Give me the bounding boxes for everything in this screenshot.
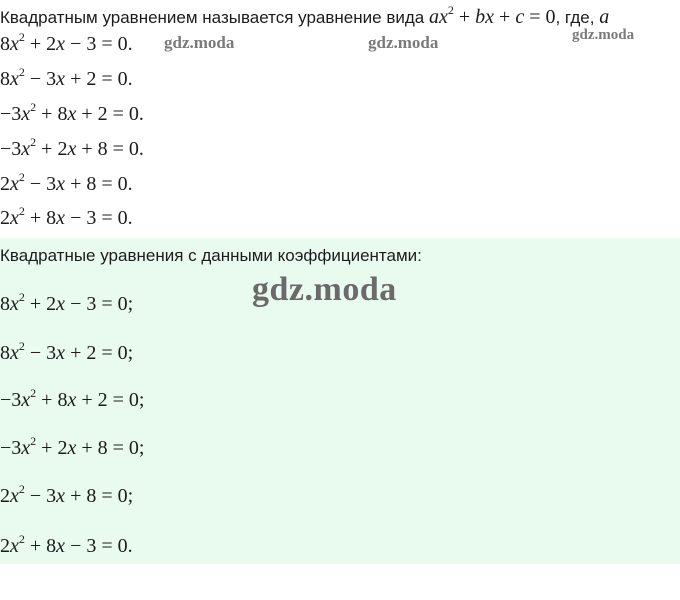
answer-equation-3: $-3x^2 + 8x + 2 = 0$; [0,386,145,411]
task-equation-6: $2x^2 + 8x - 3 = 0$. [0,204,133,229]
answer-equation-4: $-3x^2 + 2x + 8 = 0$; [0,434,145,459]
watermark: gdz.moda [252,271,397,308]
answer-equation-1: $8x^2 + 2x - 3 = 0$; [0,290,134,315]
watermark: gdz.moda [572,27,635,43]
answer-equation-6: $2x^2 + 8x - 3 = 0$. [0,532,133,557]
answer-equation-5: $2x^2 - 3x + 8 = 0$; [0,482,134,507]
general-formula: $ax^2$ + bx + c = 0 [428,3,556,28]
task-equation-1: $8x^2 + 2x - 3 = 0$. [0,30,133,55]
task-equation-2: $8x^2 - 3x + 2 = 0$. [0,65,133,90]
answer-block [0,238,680,564]
intro-text: Квадратным уравнением называется уравнение вида [0,8,425,27]
intro-suffix: , где, a [555,6,610,28]
task-equation-3: $-3x^2 + 8x + 2 = 0$. [0,100,144,125]
watermark: gdz.moda [164,33,235,52]
intro-line [0,3,680,29]
answer-equation-2: $8x^2 - 3x + 2 = 0$; [0,339,134,364]
answer-title: Квадратные уравнения с данными коэффициентами: [0,246,422,265]
watermark: gdz.moda [368,33,439,52]
task-equation-4: $-3x^2 + 2x + 8 = 0$. [0,135,144,160]
task-equation-5: $2x^2 - 3x + 8 = 0$. [0,170,133,195]
